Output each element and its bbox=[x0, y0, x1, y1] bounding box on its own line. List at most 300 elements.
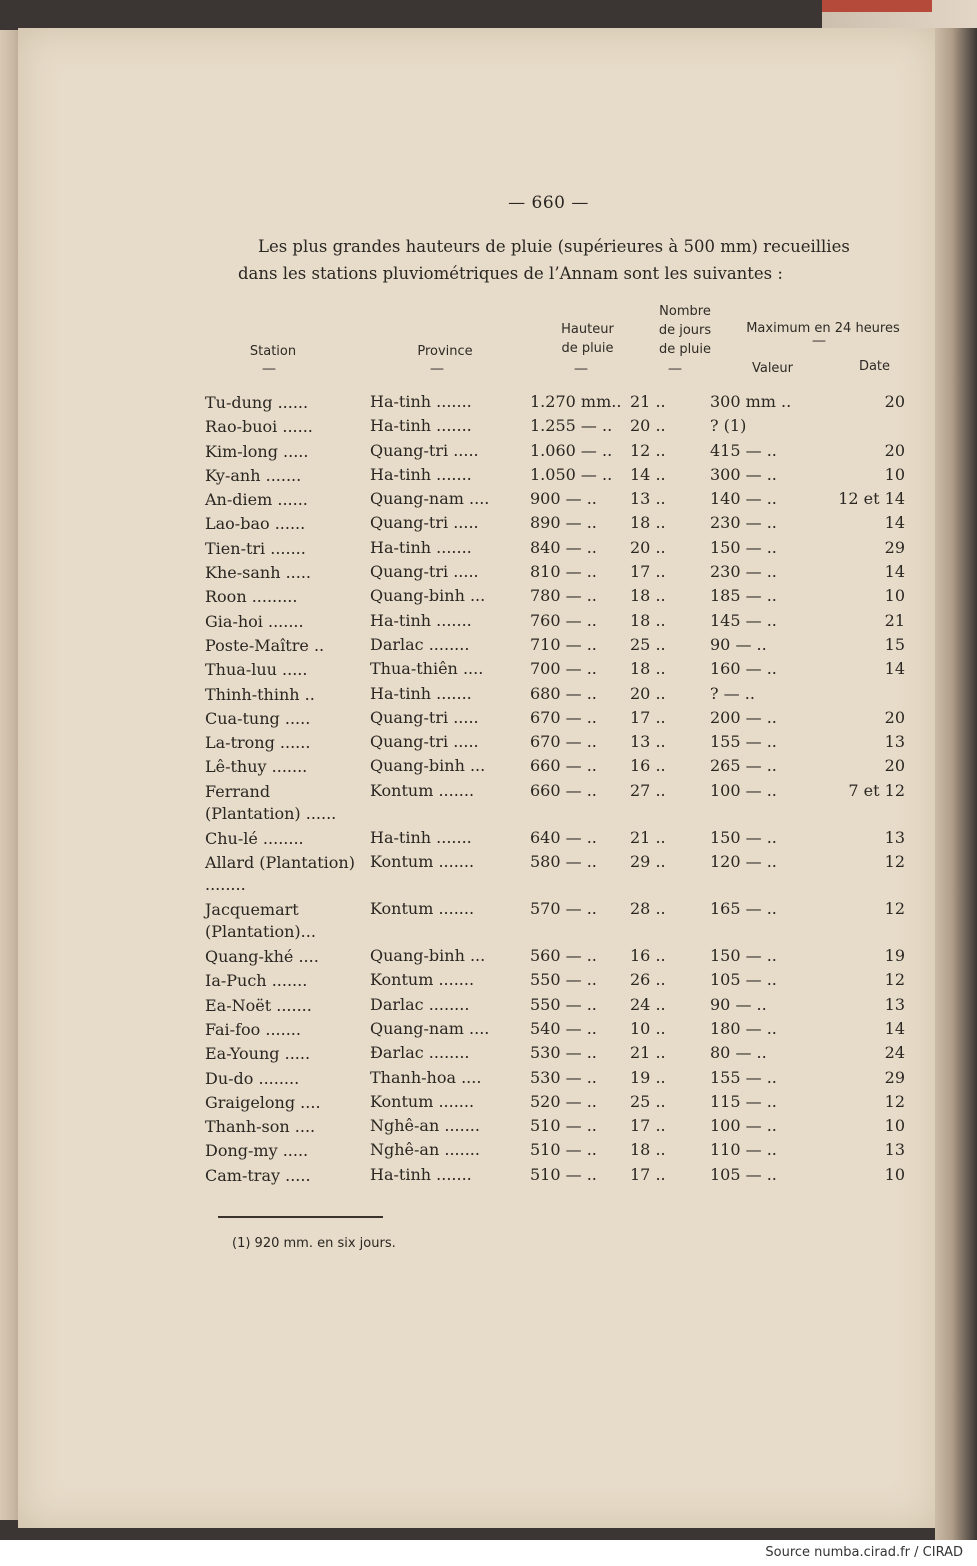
province-cell bbox=[370, 635, 530, 659]
hauteur-cell-text: 520 — .. bbox=[530, 1091, 597, 1111]
valeur-cell-text: 100 — .. bbox=[710, 1116, 777, 1136]
province-cell bbox=[370, 852, 530, 899]
valeur-cell-text: 415 — .. bbox=[710, 440, 777, 460]
hauteur-cell bbox=[530, 1165, 630, 1189]
jours-cell-text: 21 .. bbox=[630, 1043, 666, 1063]
jours-cell bbox=[630, 392, 710, 416]
jours-cell bbox=[630, 852, 710, 899]
station-cell bbox=[205, 946, 370, 970]
hauteur-cell bbox=[530, 781, 630, 828]
station-cell bbox=[205, 1068, 370, 1092]
hauteur-cell bbox=[530, 946, 630, 970]
date-cell bbox=[830, 756, 905, 780]
station-cell-text: Ea-Noët ....... bbox=[205, 995, 312, 1015]
jours-cell-text: 14 .. bbox=[630, 464, 666, 484]
date-cell-text: 13 bbox=[884, 1140, 905, 1160]
header-province-dash: — bbox=[430, 361, 444, 377]
date-cell bbox=[830, 946, 905, 970]
province-cell-text: Quang-tri ..... bbox=[370, 562, 479, 582]
station-cell-text: Kim-long ..... bbox=[205, 441, 309, 461]
jours-cell bbox=[630, 684, 710, 708]
station-cell bbox=[205, 611, 370, 635]
table-row bbox=[205, 946, 905, 970]
table-row bbox=[205, 781, 905, 828]
station-cell bbox=[205, 970, 370, 994]
date-cell-text: 14 bbox=[884, 1018, 905, 1038]
station-cell-text: Chu-lé ........ bbox=[205, 828, 304, 848]
province-cell-text: Ha-tinh ....... bbox=[370, 392, 472, 411]
jours-cell-text: 17 .. bbox=[630, 562, 666, 582]
jours-cell bbox=[630, 1068, 710, 1092]
hauteur-cell-text: 670 — .. bbox=[530, 732, 597, 752]
header-jours-line2: de jours bbox=[658, 323, 712, 338]
jours-cell-text: 25 .. bbox=[630, 634, 666, 654]
province-cell bbox=[370, 708, 530, 732]
station-cell-text: Fai-foo ....... bbox=[205, 1019, 301, 1039]
jours-cell bbox=[630, 586, 710, 610]
jours-cell-text: 18 .. bbox=[630, 610, 666, 630]
valeur-cell-text: ? — .. bbox=[710, 683, 755, 703]
station-cell-text: Jacquemart (Plantation)... bbox=[205, 900, 316, 942]
table-row bbox=[205, 489, 905, 513]
hauteur-cell bbox=[530, 416, 630, 440]
table-row bbox=[205, 756, 905, 780]
table-row bbox=[205, 416, 905, 440]
province-cell-text: Nghê-an ....... bbox=[370, 1116, 480, 1136]
date-cell bbox=[830, 489, 905, 513]
province-cell-text: Kontum ....... bbox=[370, 852, 475, 872]
table-row bbox=[205, 1092, 905, 1116]
header-province: Province bbox=[417, 344, 473, 359]
province-cell bbox=[370, 899, 530, 946]
date-cell bbox=[830, 441, 905, 465]
valeur-cell-text: 100 — .. bbox=[710, 780, 777, 800]
hauteur-cell bbox=[530, 828, 630, 852]
jours-cell-text: 20 .. bbox=[630, 416, 666, 436]
hauteur-cell-text: 900 — .. bbox=[530, 489, 597, 509]
station-cell-text: Quang-khé .... bbox=[205, 947, 319, 967]
hauteur-cell bbox=[530, 538, 630, 562]
hauteur-cell-text: 570 — .. bbox=[530, 899, 597, 919]
hauteur-cell bbox=[530, 465, 630, 489]
jours-cell-text: 12 .. bbox=[630, 440, 666, 460]
hauteur-cell-text: 780 — .. bbox=[530, 586, 597, 606]
province-cell-text: Quang-tri ..... bbox=[370, 440, 479, 460]
valeur-cell-text: 155 — .. bbox=[710, 732, 777, 752]
date-cell-text: 13 bbox=[884, 827, 905, 847]
province-cell bbox=[370, 1019, 530, 1043]
valeur-cell-text: 90 — .. bbox=[710, 634, 767, 654]
rainfall-table bbox=[205, 392, 905, 1189]
hauteur-cell-text: 550 — .. bbox=[530, 994, 597, 1014]
province-cell bbox=[370, 828, 530, 852]
valeur-cell bbox=[710, 708, 830, 732]
date-cell bbox=[830, 1068, 905, 1092]
valeur-cell-text: 150 — .. bbox=[710, 537, 777, 557]
valeur-cell-text: 150 — .. bbox=[710, 827, 777, 847]
date-cell bbox=[830, 1019, 905, 1043]
header-station-dash: — bbox=[262, 361, 276, 377]
jours-cell bbox=[630, 946, 710, 970]
station-cell bbox=[205, 538, 370, 562]
date-cell bbox=[830, 416, 905, 440]
hauteur-cell-text: 640 — .. bbox=[530, 827, 597, 847]
date-cell bbox=[830, 781, 905, 828]
station-cell-text: Tu-dung ...... bbox=[205, 393, 309, 412]
station-cell-text: An-diem ...... bbox=[205, 490, 308, 510]
table-row bbox=[205, 1165, 905, 1189]
hauteur-cell-text: 530 — .. bbox=[530, 1067, 597, 1087]
hauteur-cell bbox=[530, 611, 630, 635]
date-cell bbox=[830, 732, 905, 756]
date-cell bbox=[830, 1165, 905, 1189]
valeur-cell bbox=[710, 1068, 830, 1092]
date-cell bbox=[830, 708, 905, 732]
book-right-edge bbox=[935, 28, 977, 1540]
date-cell-text: 7 et 12 bbox=[848, 780, 905, 800]
station-cell bbox=[205, 781, 370, 828]
valeur-cell bbox=[710, 513, 830, 537]
hauteur-cell-text: 530 — .. bbox=[530, 1043, 597, 1063]
station-cell bbox=[205, 416, 370, 440]
header-jours-dash: — bbox=[668, 361, 682, 377]
station-cell-text: Lê-thuy ....... bbox=[205, 757, 308, 777]
date-cell bbox=[830, 586, 905, 610]
hauteur-cell-text: 510 — .. bbox=[530, 1140, 597, 1160]
valeur-cell-text: 230 — .. bbox=[710, 513, 777, 533]
jours-cell bbox=[630, 611, 710, 635]
province-cell-text: Ha-tinh ....... bbox=[370, 683, 472, 703]
header-hauteur-line1: Hauteur bbox=[561, 322, 614, 337]
date-cell bbox=[830, 1092, 905, 1116]
date-cell-text: 14 bbox=[884, 659, 905, 679]
province-cell-text: Quang-nam .... bbox=[370, 1018, 490, 1038]
province-cell-text: Ha-tinh ....... bbox=[370, 1164, 472, 1184]
province-cell-text: Quang-nam .... bbox=[370, 489, 490, 509]
hauteur-cell-text: 540 — .. bbox=[530, 1018, 597, 1038]
province-cell-text: Quang-tri ..... bbox=[370, 513, 479, 533]
province-cell bbox=[370, 946, 530, 970]
date-cell-text: 19 bbox=[884, 946, 905, 966]
date-cell-text: 29 bbox=[884, 537, 905, 557]
table-row bbox=[205, 611, 905, 635]
hauteur-cell-text: 1.060 — .. bbox=[530, 440, 613, 460]
hauteur-cell-text: 580 — .. bbox=[530, 852, 597, 872]
date-cell bbox=[830, 1043, 905, 1067]
jours-cell-text: 25 .. bbox=[630, 1091, 666, 1111]
jours-cell bbox=[630, 1019, 710, 1043]
valeur-cell-text: 110 — .. bbox=[710, 1140, 777, 1160]
province-cell-text: Ha-tinh ....... bbox=[370, 827, 472, 847]
valeur-cell bbox=[710, 441, 830, 465]
table-row bbox=[205, 684, 905, 708]
table-row bbox=[205, 1043, 905, 1067]
province-cell bbox=[370, 1140, 530, 1164]
date-cell-text: 12 et 14 bbox=[838, 489, 905, 509]
date-cell bbox=[830, 970, 905, 994]
date-cell bbox=[830, 1140, 905, 1164]
province-cell bbox=[370, 392, 530, 416]
jours-cell-text: 13 .. bbox=[630, 732, 666, 752]
valeur-cell-text: 165 — .. bbox=[710, 899, 777, 919]
station-cell bbox=[205, 441, 370, 465]
hauteur-cell bbox=[530, 732, 630, 756]
jours-cell bbox=[630, 465, 710, 489]
date-cell-text: 13 bbox=[884, 994, 905, 1014]
province-cell bbox=[370, 684, 530, 708]
station-cell-text: Rao-buoi ...... bbox=[205, 417, 313, 437]
valeur-cell-text: 180 — .. bbox=[710, 1018, 777, 1038]
date-cell bbox=[830, 659, 905, 683]
hauteur-cell-text: 660 — .. bbox=[530, 756, 597, 776]
station-cell-text: Cua-tung ..... bbox=[205, 708, 311, 728]
hauteur-cell bbox=[530, 1116, 630, 1140]
header-hauteur-line2: de pluie bbox=[561, 341, 614, 356]
station-cell bbox=[205, 852, 370, 899]
station-cell bbox=[205, 899, 370, 946]
valeur-cell bbox=[710, 1116, 830, 1140]
date-cell bbox=[830, 635, 905, 659]
date-cell-text: 29 bbox=[884, 1067, 905, 1087]
table-row bbox=[205, 1116, 905, 1140]
province-cell bbox=[370, 586, 530, 610]
jours-cell-text: 18 .. bbox=[630, 659, 666, 679]
valeur-cell bbox=[710, 586, 830, 610]
valeur-cell-text: 265 — .. bbox=[710, 756, 777, 776]
province-cell-text: Quang-binh ... bbox=[370, 946, 486, 966]
table-row bbox=[205, 852, 905, 899]
jours-cell bbox=[630, 732, 710, 756]
date-cell bbox=[830, 995, 905, 1019]
valeur-cell-text: 150 — .. bbox=[710, 946, 777, 966]
hauteur-cell-text: 700 — .. bbox=[530, 659, 597, 679]
hauteur-cell bbox=[530, 756, 630, 780]
valeur-cell bbox=[710, 899, 830, 946]
valeur-cell bbox=[710, 611, 830, 635]
table-row bbox=[205, 828, 905, 852]
date-cell bbox=[830, 899, 905, 946]
province-cell-text: Ha-tinh ....... bbox=[370, 610, 472, 630]
jours-cell bbox=[630, 513, 710, 537]
header-hauteur bbox=[545, 320, 630, 358]
station-cell-text: Tien-tri ....... bbox=[205, 538, 306, 558]
jours-cell-text: 20 .. bbox=[630, 537, 666, 557]
station-cell bbox=[205, 659, 370, 683]
valeur-cell-text: 160 — .. bbox=[710, 659, 777, 679]
valeur-cell bbox=[710, 732, 830, 756]
footnote: (1) 920 mm. en six jours. bbox=[232, 1236, 396, 1251]
hauteur-cell bbox=[530, 970, 630, 994]
valeur-cell bbox=[710, 1140, 830, 1164]
hauteur-cell bbox=[530, 1019, 630, 1043]
jours-cell bbox=[630, 441, 710, 465]
valeur-cell bbox=[710, 392, 830, 416]
jours-cell bbox=[630, 708, 710, 732]
jours-cell-text: 27 .. bbox=[630, 780, 666, 800]
valeur-cell bbox=[710, 538, 830, 562]
hauteur-cell-text: 760 — .. bbox=[530, 610, 597, 630]
valeur-cell bbox=[710, 1043, 830, 1067]
hauteur-cell-text: 560 — .. bbox=[530, 946, 597, 966]
province-cell bbox=[370, 611, 530, 635]
hauteur-cell bbox=[530, 562, 630, 586]
province-cell bbox=[370, 756, 530, 780]
station-cell bbox=[205, 684, 370, 708]
table-row bbox=[205, 708, 905, 732]
date-cell-text: 10 bbox=[884, 464, 905, 484]
hauteur-cell-text: 710 — .. bbox=[530, 634, 597, 654]
station-cell-text: Ky-anh ....... bbox=[205, 465, 302, 485]
province-cell bbox=[370, 465, 530, 489]
date-cell-text: 14 bbox=[884, 562, 905, 582]
province-cell bbox=[370, 659, 530, 683]
hauteur-cell-text: 1.270 mm.. bbox=[530, 392, 622, 411]
table-row bbox=[205, 635, 905, 659]
valeur-cell bbox=[710, 995, 830, 1019]
valeur-cell bbox=[710, 1165, 830, 1189]
province-cell bbox=[370, 489, 530, 513]
valeur-cell-text: 80 — .. bbox=[710, 1043, 767, 1063]
valeur-cell-text: 105 — .. bbox=[710, 1164, 777, 1184]
jours-cell bbox=[630, 635, 710, 659]
date-cell-text: 13 bbox=[884, 732, 905, 752]
hauteur-cell bbox=[530, 1140, 630, 1164]
province-cell-text: Kontum ....... bbox=[370, 970, 475, 990]
date-cell-text: 10 bbox=[884, 1116, 905, 1136]
province-cell bbox=[370, 732, 530, 756]
valeur-cell bbox=[710, 465, 830, 489]
date-cell-text: 20 bbox=[884, 440, 905, 460]
valeur-cell bbox=[710, 756, 830, 780]
hauteur-cell bbox=[530, 1043, 630, 1067]
province-cell bbox=[370, 995, 530, 1019]
jours-cell-text: 17 .. bbox=[630, 707, 666, 727]
hauteur-cell bbox=[530, 489, 630, 513]
date-cell bbox=[830, 684, 905, 708]
jours-cell bbox=[630, 1116, 710, 1140]
station-cell bbox=[205, 392, 370, 416]
hauteur-cell bbox=[530, 392, 630, 416]
valeur-cell bbox=[710, 562, 830, 586]
station-cell bbox=[205, 465, 370, 489]
jours-cell bbox=[630, 756, 710, 780]
table-row bbox=[205, 562, 905, 586]
date-cell bbox=[830, 538, 905, 562]
table-row bbox=[205, 465, 905, 489]
table-row bbox=[205, 995, 905, 1019]
hauteur-cell bbox=[530, 1092, 630, 1116]
table-row bbox=[205, 899, 905, 946]
date-cell bbox=[830, 1116, 905, 1140]
valeur-cell-text: 230 — .. bbox=[710, 562, 777, 582]
valeur-cell bbox=[710, 1092, 830, 1116]
province-cell-text: Darlac ........ bbox=[370, 634, 470, 654]
station-cell-text: La-trong ...... bbox=[205, 733, 311, 753]
valeur-cell bbox=[710, 970, 830, 994]
header-maximum: Maximum en 24 heures bbox=[746, 321, 900, 336]
station-cell-text: Thua-luu ..... bbox=[205, 660, 308, 680]
province-cell-text: Nghê-an ....... bbox=[370, 1140, 480, 1160]
station-cell bbox=[205, 1116, 370, 1140]
jours-cell bbox=[630, 781, 710, 828]
jours-cell bbox=[630, 899, 710, 946]
station-cell-text: Roon ......... bbox=[205, 587, 298, 607]
jours-cell-text: 20 .. bbox=[630, 683, 666, 703]
jours-cell-text: 17 .. bbox=[630, 1164, 666, 1184]
hauteur-cell bbox=[530, 441, 630, 465]
jours-cell bbox=[630, 995, 710, 1019]
date-cell-text: 12 bbox=[884, 1091, 905, 1111]
province-cell-text: Kontum ....... bbox=[370, 899, 475, 919]
intro-line-1: Les plus grandes hauteurs de pluie (supérieures à 500 mm) recueillies bbox=[258, 237, 850, 256]
valeur-cell-text: 90 — .. bbox=[710, 994, 767, 1014]
province-cell bbox=[370, 1068, 530, 1092]
jours-cell-text: 18 .. bbox=[630, 513, 666, 533]
province-cell-text: Thua-thiên .... bbox=[370, 659, 484, 679]
jours-cell bbox=[630, 659, 710, 683]
valeur-cell-text: 300 mm .. bbox=[710, 392, 792, 411]
station-cell bbox=[205, 756, 370, 780]
station-cell-text: Du-do ........ bbox=[205, 1068, 300, 1088]
jours-cell bbox=[630, 1140, 710, 1164]
station-cell-text: Poste-Maître .. bbox=[205, 635, 325, 655]
station-cell bbox=[205, 513, 370, 537]
jours-cell bbox=[630, 1092, 710, 1116]
hauteur-cell-text: 550 — .. bbox=[530, 970, 597, 990]
province-cell-text: Quang-tri ..... bbox=[370, 732, 479, 752]
province-cell bbox=[370, 1092, 530, 1116]
station-cell-text: Gia-hoi ....... bbox=[205, 611, 304, 631]
jours-cell-text: 29 .. bbox=[630, 852, 666, 872]
province-cell bbox=[370, 562, 530, 586]
station-cell bbox=[205, 1019, 370, 1043]
hauteur-cell bbox=[530, 1068, 630, 1092]
hauteur-cell-text: 810 — .. bbox=[530, 562, 597, 582]
hauteur-cell bbox=[530, 899, 630, 946]
hauteur-cell-text: 1.050 — .. bbox=[530, 464, 613, 484]
province-cell bbox=[370, 1165, 530, 1189]
province-cell bbox=[370, 513, 530, 537]
date-cell-text: 20 bbox=[884, 392, 905, 411]
valeur-cell bbox=[710, 828, 830, 852]
jours-cell bbox=[630, 416, 710, 440]
valeur-cell-text: 105 — .. bbox=[710, 970, 777, 990]
hauteur-cell bbox=[530, 684, 630, 708]
header-station: Station bbox=[249, 344, 297, 359]
valeur-cell-text: 140 — .. bbox=[710, 489, 777, 509]
province-cell-text: Kontum ....... bbox=[370, 1091, 475, 1111]
date-cell-text: 15 bbox=[884, 634, 905, 654]
valeur-cell bbox=[710, 489, 830, 513]
date-cell bbox=[830, 392, 905, 416]
jours-cell-text: 16 .. bbox=[630, 946, 666, 966]
valeur-cell-text: 145 — .. bbox=[710, 610, 777, 630]
station-cell bbox=[205, 489, 370, 513]
station-cell-text: Thanh-son .... bbox=[205, 1117, 316, 1137]
station-cell-text: Ea-Young ..... bbox=[205, 1044, 311, 1064]
province-cell-text: Ha-tinh ....... bbox=[370, 416, 472, 436]
jours-cell-text: 19 .. bbox=[630, 1067, 666, 1087]
station-cell bbox=[205, 1043, 370, 1067]
intro-paragraph bbox=[238, 233, 888, 287]
header-valeur: Valeur bbox=[751, 361, 794, 376]
jours-cell-text: 17 .. bbox=[630, 1116, 666, 1136]
hauteur-cell bbox=[530, 659, 630, 683]
date-cell-text: 12 bbox=[884, 852, 905, 872]
station-cell-text: Cam-tray ..... bbox=[205, 1165, 311, 1185]
jours-cell-text: 21 .. bbox=[630, 827, 666, 847]
hauteur-cell-text: 1.255 — .. bbox=[530, 416, 613, 436]
